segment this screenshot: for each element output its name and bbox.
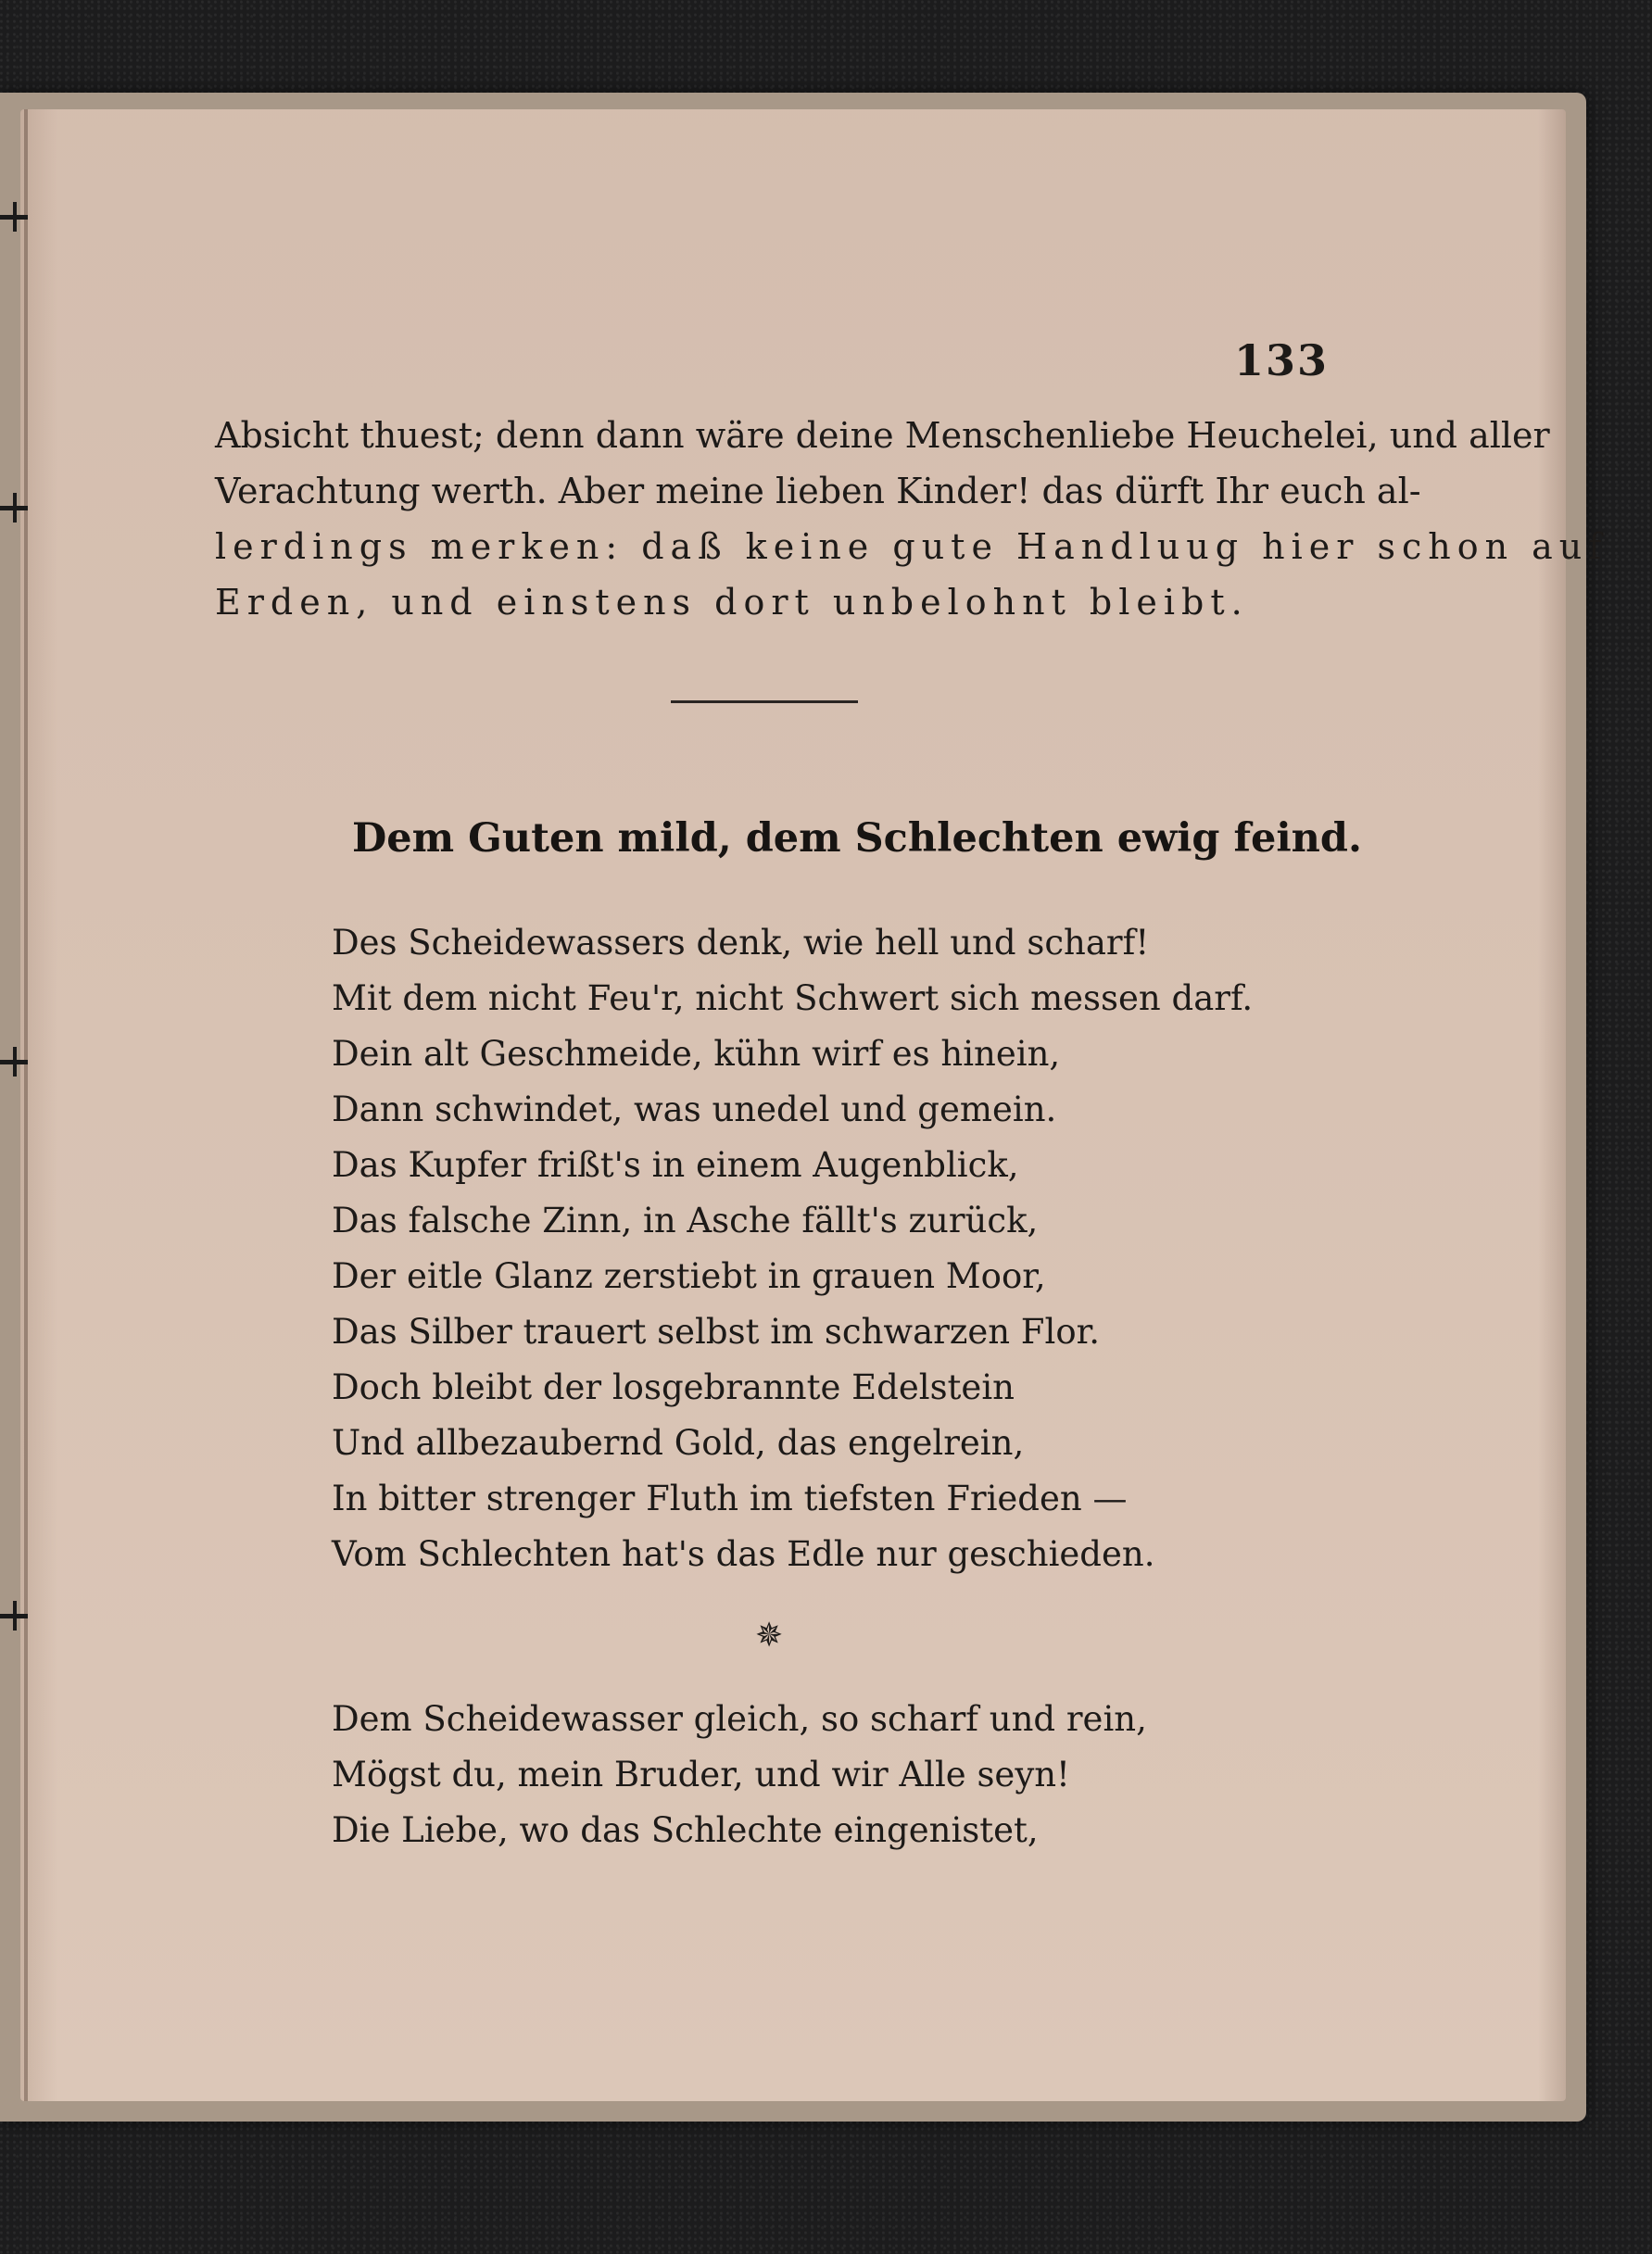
verse-line: Das Silber trauert selbst im schwarzen Flor. <box>332 1312 1100 1352</box>
star-separator-icon: ✵ <box>755 1617 784 1655</box>
verse-line: Das Kupfer frißt's in einem Augenblick, <box>332 1145 1019 1185</box>
section-divider-rule <box>671 700 858 703</box>
verse-line: Des Scheidewassers denk, wie hell und scharf! <box>332 923 1150 963</box>
verse-line: Vom Schlechten hat's das Edle nur geschieden. <box>332 1534 1155 1574</box>
poem-stanza <box>332 915 1253 1582</box>
binding-stitch <box>0 1614 28 1618</box>
verse-line: Mögst du, mein Bruder, und wir Alle seyn! <box>332 1755 1070 1794</box>
verse-line: Der eitle Glanz zerstiebt in grauen Moor, <box>332 1256 1046 1296</box>
poem-stanza <box>332 1692 1147 1858</box>
page-number: 133 <box>1234 335 1330 385</box>
verse-line: Dann schwindet, was unedel und gemein. <box>332 1089 1057 1129</box>
binding-stitch <box>0 1060 28 1064</box>
page-fold <box>24 109 28 2101</box>
verse-line: Das falsche Zinn, in Asche fällt's zurück, <box>332 1201 1039 1240</box>
verse-line: Doch bleibt der losgebrannte Edelstein <box>332 1367 1015 1407</box>
verse-line: Und allbezaubernd Gold, das engelrein, <box>332 1423 1025 1463</box>
verse-line: Dein alt Geschmeide, kühn wirf es hinein, <box>332 1034 1061 1074</box>
prose-line: Verachtung werth. Aber meine lieben Kinder! das dürft Ihr euch al- <box>215 471 1421 511</box>
prose-line: Erden, und einstens dort unbelohnt bleibt. <box>215 582 1249 623</box>
verse-line: Dem Scheidewasser gleich, so scharf und rein, <box>332 1699 1147 1739</box>
prose-line: Absicht thuest; denn dann wäre deine Menschenliebe Heuchelei, und aller <box>215 415 1550 456</box>
poem-title: Dem Guten mild, dem Schlechten ewig feind. <box>352 815 1362 862</box>
verse-line: Die Liebe, wo das Schlechte eingenistet, <box>332 1810 1039 1850</box>
prose-line: lerdings merken: daß keine gute Handluug hier schon auf <box>215 526 1608 567</box>
verse-line: Mit dem nicht Feu'r, nicht Schwert sich messen darf. <box>332 978 1254 1018</box>
binding-stitch <box>0 506 28 510</box>
verse-line: In bitter strenger Fluth im tiefsten Frieden — <box>332 1479 1128 1518</box>
binding-stitch <box>0 215 28 220</box>
prose-paragraph <box>215 408 1608 630</box>
